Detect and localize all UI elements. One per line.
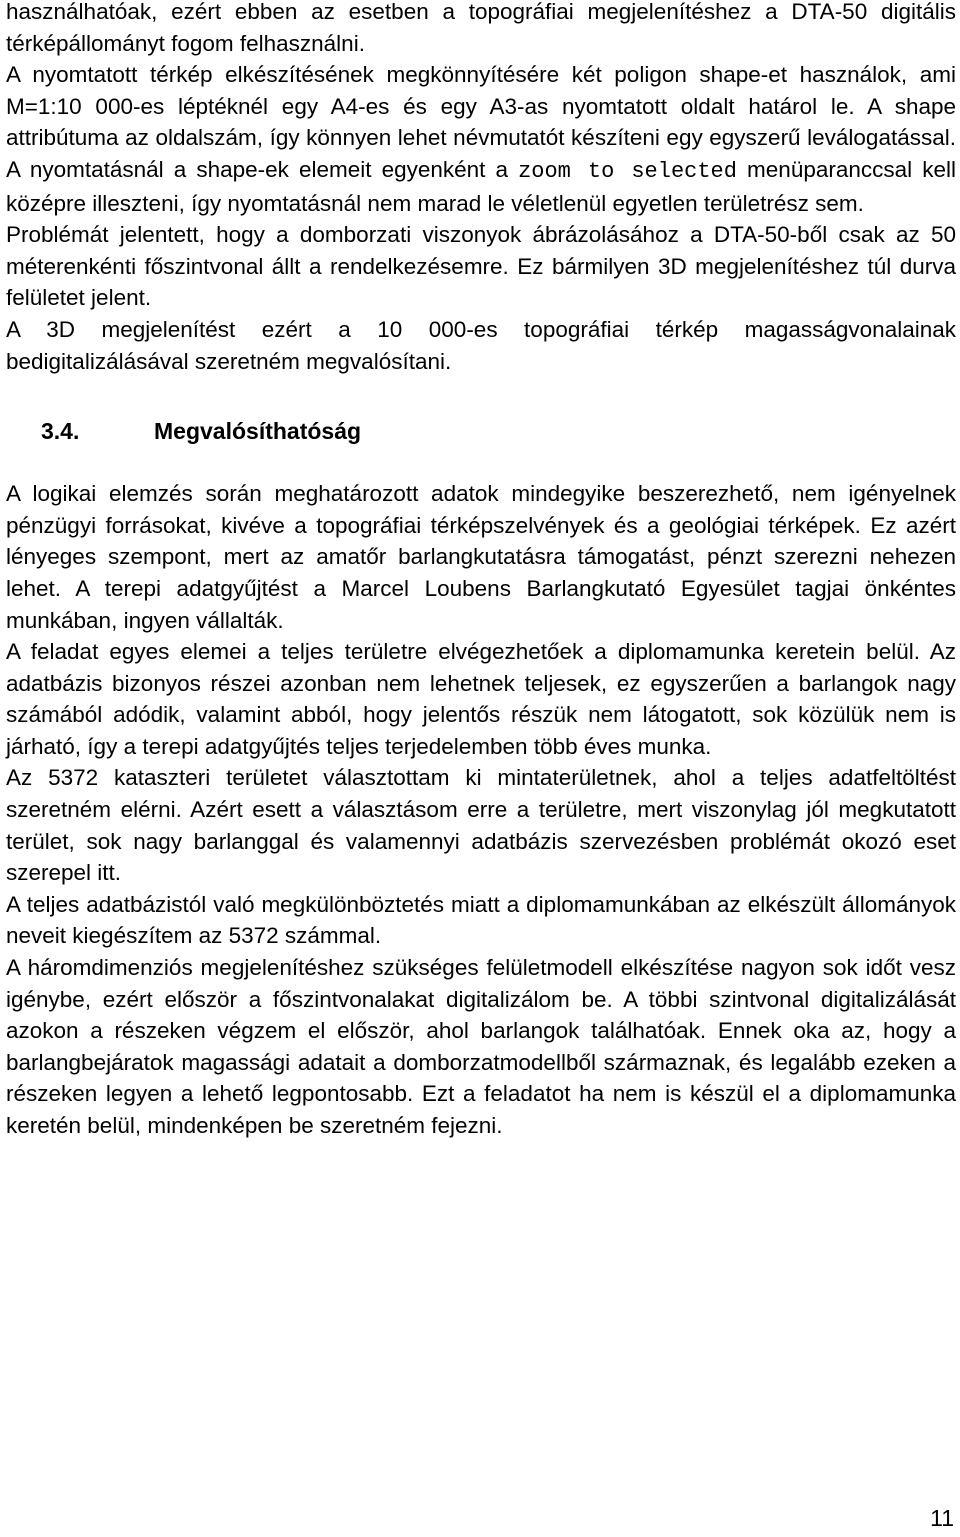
section-number: 3.4.: [41, 418, 80, 445]
paragraph: A 3D megjelenítést ezért a 10 000-es topográfiai térkép magasságvonalainak bedigitalizálásával szeretném megvalósítani.: [6, 316, 956, 374]
paragraph: A teljes adatbázistól való megkülönböztetés miatt a diplomamunkában az elkészült állományok neveit kiegészítem az 5372 számmal.: [6, 891, 956, 949]
section-title: Megvalósíthatóság: [154, 418, 362, 445]
paragraph: A feladat egyes elemei a teljes területre elvégezhetőek a diplomamunka keretein belül. Az adatbázis bizonyos részei azonban nem lehetnek teljesek, ez egyszerűen a barlangok nagy számából adódik, valamint abból, hogy jelentős részük nem látogatott, sok közülük nem is járható, így a terepi adatgyűjtés teljes terjedelemben több éves munka.: [6, 639, 956, 759]
paragraph: [6, 59, 956, 219]
paragraph: A logikai elemzés során meghatározott adatok mindegyike beszerezhető, nem igényelnek pénzügyi forrásokat, kivéve a topográfiai térképszelvények és a geológiai térképek. Ez azért lényeges szempont, mert az amatőr barlangkutatásra támogatást, pénzt szerezni nehezen lehet. A terepi adatgyűjtést a Marcel Loubens Barlangkutató Egyesület tagjai önkéntes munkában, ingyen vállalták.: [6, 481, 956, 633]
paragraph-text: A nyomtatott térkép elkészítésének megkönnyítésére két poligon shape-et használok, ami M=1:10 000-es léptéknél egy A4-es és egy A3-as nyomtatott oldalt határol le. A shape attribútuma az oldalszám, így könnyen lehet névmutatót készíteni egy egyszerű leválogatással. A nyomtatásnál a shape-ek elemeit egyenként a: [6, 62, 956, 182]
paragraph: A háromdimenziós megjelenítéshez szükséges felületmodell elkészítése nagyon sok időt vesz igénybe, ezért először a főszintvonalakat digitalizálom be. A többi szintvonal digitalizálását azokon a részeken végzem el először, ahol barlangok találhatóak. Ennek oka az, hogy a barlangbejáratok magassági adatait a domborzatmodellből származnak, és legalább ezeken a részeken legyen a lehető legpontosabb. Ezt a feladatot ha nem is készül el a diplomamunka keretén belül, mindenképen be szeretném fejezni.: [6, 955, 956, 1138]
document-page: [6, 0, 956, 1142]
paragraph: használhatóak, ezért ebben az esetben a topográfiai megjelenítéshez a DTA-50 digitális térképállományt fogom felhasználni.: [6, 0, 956, 56]
section-heading: [6, 415, 956, 447]
paragraph: Problémát jelentett, hogy a domborzati viszonyok ábrázolásához a DTA-50-ből csak az 50 méterenkénti főszintvonal állt a rendelkezésemre. Ez bármilyen 3D megjelenítéshez túl durva felületet jelent.: [6, 222, 956, 311]
page-number: 11: [930, 1505, 954, 1531]
paragraph-text: menüparanccsal kell középre illeszteni, így nyomtatásnál nem marad le véletlenül egyetlen területrész sem.: [6, 156, 956, 216]
menu-command-code: zoom to selected: [518, 158, 737, 184]
paragraph: Az 5372 kataszteri területet választottam ki mintaterületnek, ahol a teljes adatfeltöltést szeretném elérni. Azért esett a választásom erre a területre, mert viszonylag jól megkutatott terület, sok nagy barlanggal és valamennyi adatbázis szervezésben problémát okozó eset szerepel itt.: [6, 765, 956, 886]
